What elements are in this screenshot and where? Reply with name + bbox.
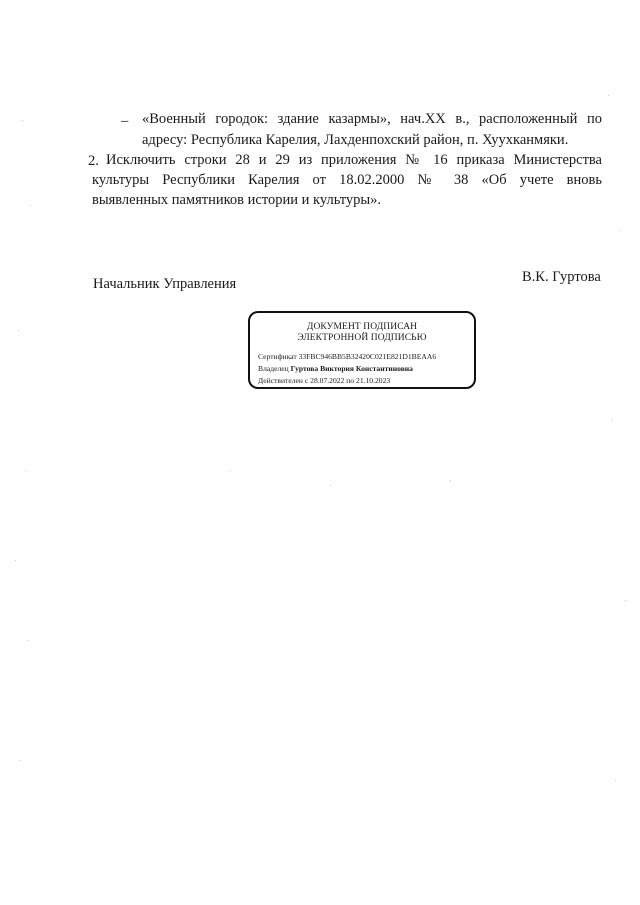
scan-speck — [18, 330, 19, 331]
stamp-valid-from: 28.07.2022 — [310, 376, 345, 385]
scan-speck — [22, 120, 23, 121]
item-2-line-2: культуры Республики Карелия от 18.02.2000 № 38 «Об учете вновь — [92, 172, 602, 188]
scan-speck — [612, 420, 613, 421]
signatory-role: Начальник Управления — [93, 276, 237, 292]
item-2-number: 2. — [88, 153, 99, 169]
scan-speck — [608, 95, 609, 96]
stamp-valid-from-word: с — [304, 376, 309, 385]
stamp-owner-value: Гуртова Виктория Константиновна — [290, 364, 413, 373]
scan-speck — [625, 600, 626, 601]
scan-speck — [450, 480, 451, 481]
stamp-certificate-row — [258, 352, 436, 361]
stamp-owner-row — [258, 364, 413, 373]
item-2-line-3: выявленных памятников истории и культуры». — [92, 192, 382, 208]
scan-speck — [30, 205, 31, 206]
stamp-title-line-2: ЭЛЕКТРОННОЙ ПОДПИСЬЮ — [297, 333, 427, 343]
scan-speck — [15, 560, 16, 561]
scan-speck — [20, 760, 21, 761]
scan-speck — [25, 470, 26, 471]
stamp-valid-label: Действителен — [258, 376, 303, 385]
stamp-valid-to-word: по — [346, 376, 355, 385]
bullet-text-line-1: «Военный городок: здание казармы», нач.XX в., расположенный по — [142, 111, 602, 127]
stamp-valid-to: 21.10.2023 — [356, 376, 391, 385]
signatory-name: В.К. Гуртова — [522, 269, 601, 285]
bullet-text-line-2: адресу: Республика Карелия, Лахденпохский район, п. Хуухканмяки. — [142, 132, 569, 148]
item-2-line-1: Исключить строки 28 и 29 из приложения № 16 приказа Министерства — [106, 152, 602, 168]
scan-speck — [620, 230, 621, 231]
e-signature-stamp — [248, 311, 476, 389]
scan-speck — [28, 640, 29, 641]
stamp-certificate-label: Сертификат — [258, 352, 297, 361]
stamp-title-line-1: ДОКУМЕНТ ПОДПИСАН — [306, 322, 418, 332]
bullet-dash: – — [121, 113, 129, 129]
stamp-certificate-value: 33FBC946BB5B32420C021E821D1BEAA6 — [298, 352, 437, 361]
stamp-validity-row — [258, 376, 390, 385]
scan-speck — [230, 470, 231, 471]
scan-speck — [330, 485, 331, 486]
scan-speck — [615, 780, 616, 781]
stamp-owner-label: Владелец — [258, 364, 289, 373]
